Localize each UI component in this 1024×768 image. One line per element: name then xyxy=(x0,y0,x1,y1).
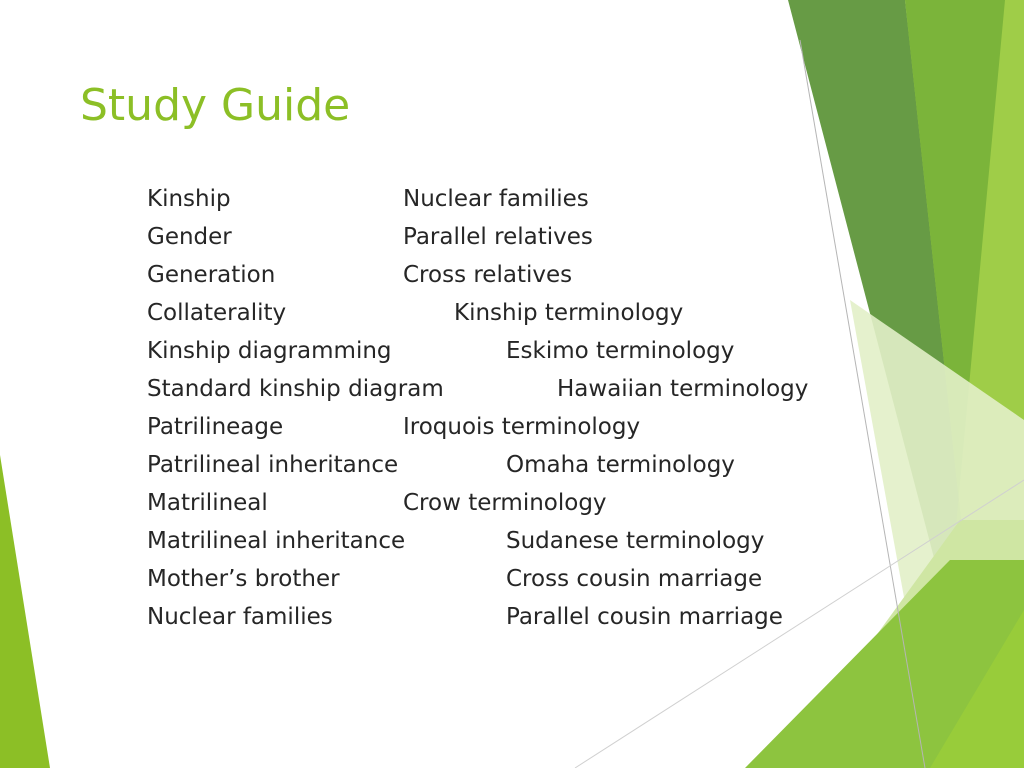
term-right: Parallel cousin marriage xyxy=(506,604,783,630)
term-right: Omaha terminology xyxy=(506,452,735,478)
study-row xyxy=(147,256,867,294)
study-row xyxy=(147,522,867,560)
term-right: Cross cousin marriage xyxy=(506,566,763,592)
term-right: Kinship terminology xyxy=(454,300,684,326)
study-row xyxy=(147,294,867,332)
term-left: Collaterality xyxy=(147,300,287,326)
term-right: Hawaiian terminology xyxy=(557,376,809,402)
study-row xyxy=(147,598,867,636)
term-right: Iroquois terminology xyxy=(403,414,641,440)
term-left: Patrilineal inheritance xyxy=(147,452,399,478)
study-row xyxy=(147,408,867,446)
term-left: Mother’s brother xyxy=(147,566,340,592)
term-right: Cross relatives xyxy=(403,262,573,288)
term-left: Nuclear families xyxy=(147,604,333,630)
term-left: Matrilineal inheritance xyxy=(147,528,406,554)
slide-title: Study Guide xyxy=(80,80,351,131)
term-left: Patrilineage xyxy=(147,414,284,440)
study-row xyxy=(147,446,867,484)
study-row xyxy=(147,370,867,408)
study-row xyxy=(147,218,867,256)
term-right: Sudanese terminology xyxy=(506,528,765,554)
term-right: Nuclear families xyxy=(403,186,589,212)
term-left: Kinship xyxy=(147,186,231,212)
term-left: Standard kinship diagram xyxy=(147,376,444,402)
term-left: Gender xyxy=(147,224,232,250)
term-left: Matrilineal xyxy=(147,490,268,516)
study-row xyxy=(147,484,867,522)
term-right: Eskimo terminology xyxy=(506,338,735,364)
term-right: Parallel relatives xyxy=(403,224,593,250)
term-left: Kinship diagramming xyxy=(147,338,392,364)
study-row xyxy=(147,560,867,598)
study-row xyxy=(147,180,867,218)
left-edge-accent xyxy=(0,455,50,768)
term-left: Generation xyxy=(147,262,276,288)
term-right: Crow terminology xyxy=(403,490,607,516)
study-row xyxy=(147,332,867,370)
